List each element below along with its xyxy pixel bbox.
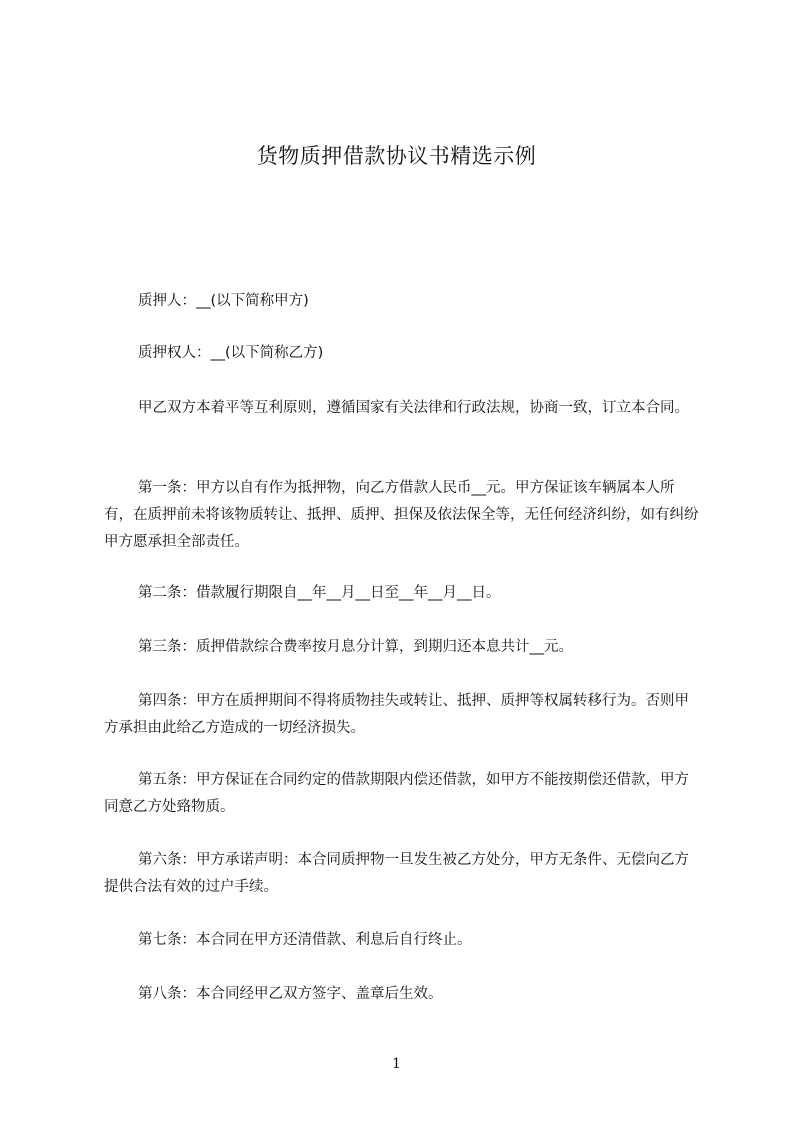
paragraph-article-8: 第八条：本合同经甲乙双方签字、盖章后生效。 [138,986,443,1002]
paragraph-pledgor: 质押人：__(以下简称甲方) [138,293,309,309]
paragraph-article-7: 第七条：本合同在甲方还清借款、利息后自行终止。 [138,932,472,948]
paragraph-article-5: 第五条：甲方保证在合同约定的借款期限内偿还借款，如甲方不能按期偿还借款，甲方同意乙方处臵物质。 [104,772,689,815]
paragraph-article-4: 第四条：甲方在质押期间不得将质物挂失或转让、抵押、质押等权属转移行为。否则甲方承担由此给乙方造成的一切经济损失。 [104,693,689,736]
paragraph-article-6: 第六条：甲方承诺声明：本合同质押物一旦发生被乙方处分，甲方无条件、无偿向乙方提供合法有效的过户手续。 [104,852,689,895]
document-title: 货物质押借款协议书精选示例 [256,144,537,168]
page-number: 1 [392,1056,401,1072]
paragraph-article-1: 第一条：甲方以自有作为抵押物，向乙方借款人民币__元。甲方保证该车辆属本人所有，在质押前未将该物质转让、抵押、质押、担保及依法保全等，无任何经济纠纷，如有纠纷甲方愿承担全部责任。 [104,480,699,550]
paragraph-pledgee: 质押权人：__(以下简称乙方) [138,345,324,361]
paragraph-article-3: 第三条：质押借款综合费率按月息分计算，到期归还本息共计__元。 [138,639,573,655]
paragraph-article-2: 第二条：借款履行期限自__年__月__日至__年__月__日。 [138,585,501,601]
paragraph-preamble: 甲乙双方本着平等互利原则，遵循国家有关法律和行政法规，协商一致，订立本合同。 [138,400,689,416]
